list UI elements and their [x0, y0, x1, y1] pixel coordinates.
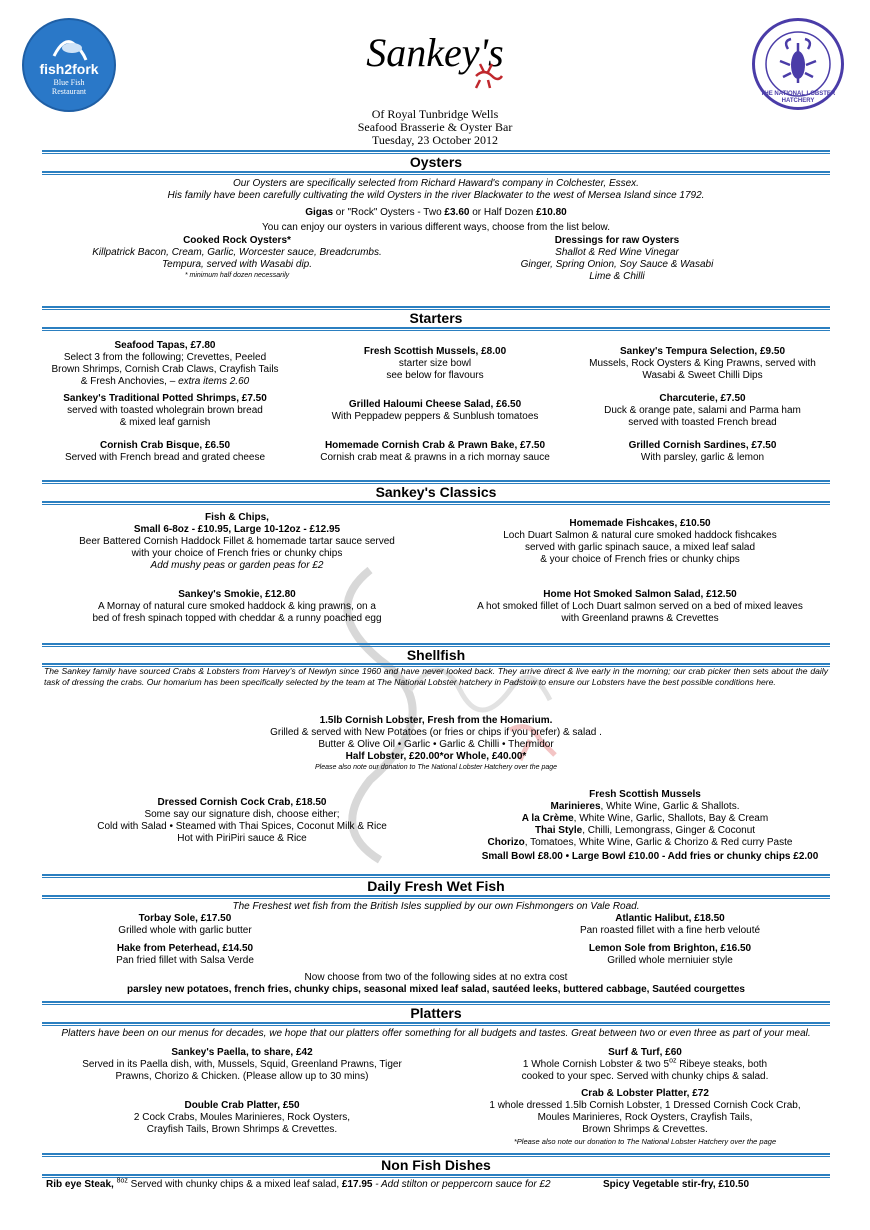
- mussels-starter-desc-2: see below for flavours: [386, 370, 484, 381]
- potted-desc-1: served with toasted wholegrain brown bread: [67, 405, 263, 416]
- gigas-label: Gigas: [305, 207, 334, 218]
- tapas-extra: extra items 2.60: [178, 376, 250, 387]
- smokie-desc-1: A Mornay of natural cure smoked haddock & king prawns, on a: [98, 601, 376, 612]
- starters-heading: Starters: [409, 310, 463, 326]
- haloumi-desc: With Peppadew peppers & Sunblush tomatoes: [331, 411, 539, 422]
- mussels-starter-desc-1: starter size bowl: [398, 358, 472, 369]
- lobster-desc-1: Grilled & served with New Potatoes (or fries or chips if you prefer) & salad .: [270, 727, 602, 738]
- tapas-desc-1: Select 3 from the following; Crevettes, Peeled: [63, 352, 267, 363]
- mussels-marinieres: [460, 801, 830, 813]
- fish-chips-desc-2: with your choice of French fries or chunky chips: [131, 548, 343, 559]
- paella-desc-1: Served in its Paella dish, with, Mussels, Squid, Greenland Prawns, Tiger: [82, 1059, 402, 1070]
- thai-desc: , Chilli, Lemongrass, Ginger & Coconut: [582, 825, 756, 836]
- wetfish-heading: Daily Fresh Wet Fish: [367, 878, 505, 894]
- header-date: Tuesday, 23 October 2012: [371, 133, 499, 147]
- double-crab-desc-2: Crayfish Tails, Brown Shrimps & Crevettes.: [146, 1124, 338, 1135]
- surf-turf-desc-2: cooked to your spec. Served with chunky chips & salad.: [521, 1071, 769, 1082]
- platters-intro: Platters have been on our menus for decades, we hope that our platters offer something for all budgets and tastes. Great between two or even three as part of your meal.: [61, 1028, 811, 1039]
- charcuterie-desc-2: served with toasted French bread: [628, 417, 777, 428]
- sardines-title: Grilled Cornish Sardines, £7.50: [628, 440, 777, 451]
- paella-desc-2: Prawns, Chorizo & Chicken. (Please allow up to 30 mins): [115, 1071, 369, 1082]
- raw-oysters-title: Dressings for raw Oysters: [554, 235, 680, 246]
- gigas-dozen-price: £10.80: [536, 207, 567, 218]
- mussels-starter-title: Fresh Scottish Mussels, £8.00: [363, 346, 507, 357]
- nonfish-bottom-rule: [42, 1174, 830, 1178]
- halibut-title: Atlantic Halibut, £18.50: [615, 913, 725, 924]
- haloumi-title: Grilled Haloumi Cheese Salad, £6.50: [348, 399, 522, 410]
- veg-stir-fry: Spicy Vegetable stir-fry, £10.50: [603, 1179, 750, 1190]
- fish2fork-logo: [22, 18, 116, 112]
- starters-bottom-rule: [42, 327, 830, 331]
- hatchery-text: THE NATIONAL LOBSTER HATCHERY: [760, 91, 836, 104]
- oysters-bottom-rule: [42, 171, 830, 175]
- oysters-intro-1: Our Oysters are specifically selected from Richard Haward's company in Colchester, Essex.: [233, 178, 639, 189]
- platters-heading: Platters: [410, 1005, 462, 1021]
- fish-chips-peas: Add mushy peas or garden peas for £2: [150, 560, 324, 571]
- oysters-gigas-price: [42, 207, 830, 219]
- lobster-desc-2: Butter & Olive Oil • Garlic • Garlic & Chilli • Thermidor: [318, 739, 554, 750]
- surf-turf-desc-1b: Ribeye steaks, both: [676, 1059, 768, 1070]
- steak-desc: Served with chunky chips & a mixed leaf salad,: [127, 1179, 342, 1190]
- smokie-title: Sankey's Smokie, £12.80: [178, 589, 296, 600]
- steak-price: £17.95: [341, 1179, 373, 1190]
- surf-turf-desc-1a: 1 Whole Cornish Lobster & two 5: [522, 1059, 670, 1070]
- raw-oysters-2: Ginger, Spring Onion, Soy Sauce & Wasabi: [520, 259, 714, 270]
- fishcakes-title: Homemade Fishcakes, £10.50: [569, 518, 711, 529]
- lobster-price: Half Lobster, £20.00*or Whole, £40.00*: [345, 751, 527, 762]
- bisque-title: Cornish Crab Bisque, £6.50: [99, 440, 231, 451]
- crab-lobster-desc-3: Brown Shrimps & Crevettes.: [582, 1124, 708, 1135]
- platters-bottom-rule: [42, 1022, 830, 1026]
- rib-eye-steak: [46, 1179, 606, 1191]
- header-location: Of Royal Tunbridge Wells: [371, 107, 499, 121]
- lobster-logo-icon: [470, 62, 504, 90]
- shellfish-intro: The Sankey family have sourced Crabs & Lobsters from Harvey's of Newlyn since 1960 and have never looked back. They arrive direct & live early in the morning; our crab picker then sets about the daily task of dressing the crabs. Our homarium has been specifically selected by the team at The National Lobster hatchery in Padstow to ensure our Lobsters have the best possible conditions here.: [44, 666, 828, 687]
- lobster-title: 1.5lb Cornish Lobster, Fresh from the Homarium.: [319, 715, 553, 726]
- nonfish-heading: Non Fish Dishes: [381, 1157, 491, 1173]
- charcuterie-desc-1: Duck & orange pate, salami and Parma ham: [604, 405, 801, 416]
- fish-chips-sizes: Small 6-8oz - £10.95, Large 10-12oz - £12.95: [133, 524, 341, 535]
- wetfish-bottom-rule: [42, 895, 830, 899]
- torbay-sole-desc: Grilled whole with garlic butter: [118, 925, 252, 936]
- cooked-oysters-2: Tempura, served with Wasabi dip.: [161, 259, 313, 270]
- cock-crab-desc-2: Cold with Salad • Steamed with Thai Spices, Coconut Milk & Rice: [97, 821, 387, 832]
- tempura-title: Sankey's Tempura Selection, £9.50: [619, 346, 786, 357]
- oysters-heading: Oysters: [409, 154, 463, 170]
- gigas-two-price: £3.60: [444, 207, 470, 218]
- lemon-sole-desc: Grilled whole merniuier style: [607, 955, 733, 966]
- marinieres-name: Marinieres: [550, 801, 601, 812]
- tempura-desc-2: Wasabi & Sweet Chilli Dips: [642, 370, 763, 381]
- sankeys-logo: Sankey's: [366, 30, 504, 75]
- mussels-thai: [460, 825, 830, 837]
- paella-title: Sankey's Paella, to share, £42: [171, 1047, 313, 1058]
- shellfish-heading: Shellfish: [406, 647, 466, 663]
- gigas-text-2: or Half Dozen: [469, 207, 537, 218]
- oysters-intro-2: His family have been carefully cultivating the wild Oysters in the river Blackwater to the west of Mersea Island since 1792.: [167, 190, 705, 201]
- hake-title: Hake from Peterhead, £14.50: [116, 943, 254, 954]
- tapas-desc-2: Brown Shrimps, Cornish Crab Claws, Crayfish Tails: [51, 364, 279, 375]
- mussels-chorizo: [440, 837, 840, 849]
- potted-title: Sankey's Traditional Potted Shrimps, £7.50: [63, 393, 267, 404]
- wetfish-intro: The Freshest wet fish from the British Isles supplied by our own Fishmongers on Vale Road.: [232, 901, 640, 912]
- mussels-main-title: Fresh Scottish Mussels: [589, 789, 701, 800]
- fishcakes-desc-2: served with garlic spinach sauce, a mixed leaf salad: [524, 542, 756, 553]
- classics-bottom-rule: [42, 501, 830, 505]
- fish-chips-desc-1: Beer Battered Cornish Haddock Fillet & homemade tartar sauce served: [79, 536, 395, 547]
- fishcakes-desc-1: Loch Duart Salmon & natural cure smoked haddock fishcakes: [503, 530, 777, 541]
- chorizo-name: Chorizo: [487, 837, 525, 848]
- cooked-oysters-1: Killpatrick Bacon, Cream, Garlic, Worcester sauce, Breadcrumbs.: [92, 247, 382, 258]
- crab-lobster-title: Crab & Lobster Platter, £72: [581, 1088, 709, 1099]
- steak-oz: 8oz: [116, 1177, 128, 1185]
- crab-lobster-desc-2: Moules Marinieres, Rock Oysters, Crayfish Tails,: [537, 1112, 753, 1123]
- oysters-choose: You can enjoy our oysters in various different ways, choose from the list below.: [262, 222, 610, 233]
- salmon-salad-title: Home Hot Smoked Salmon Salad, £12.50: [543, 589, 737, 600]
- cooked-oysters-title: Cooked Rock Oysters*: [183, 235, 291, 246]
- creme-name: A la Crème: [521, 813, 574, 824]
- potted-desc-2: & mixed leaf garnish: [119, 417, 211, 428]
- steak-add-sauce: - Add stilton or peppercorn sauce for £2: [372, 1179, 551, 1190]
- chorizo-desc: , Tomatoes, White Wine, Garlic & Chorizo & Red curry Paste: [524, 837, 793, 848]
- classics-heading: Sankey's Classics: [375, 484, 497, 500]
- tapas-title: Seafood Tapas, £7.80: [114, 340, 216, 351]
- surf-turf-title: Surf & Turf, £60: [608, 1047, 682, 1058]
- steak-name: Rib eye Steak,: [46, 1179, 117, 1190]
- fish2fork-brand: fish2fork: [39, 61, 99, 77]
- bisque-desc: Served with French bread and grated cheese: [64, 452, 266, 463]
- fish-chips-title: Fish & Chips,: [205, 512, 269, 523]
- sides-intro: Now choose from two of the following sides at no extra cost: [304, 972, 568, 983]
- smokie-desc-2: bed of fresh spinach topped with cheddar & a runny poached egg: [92, 613, 382, 624]
- cooked-oysters-note: * minimum half dozen necessarily: [184, 272, 290, 279]
- mussels-price: Small Bowl £8.00 • Large Bowl £10.00 - Add fries or chunky chips £2.00: [481, 851, 819, 862]
- fish2fork-sub: Blue Fish Restaurant: [51, 78, 87, 96]
- mussels-creme: [460, 813, 830, 825]
- lobster-hatchery-logo: [752, 18, 844, 110]
- double-crab-title: Double Crab Platter, £50: [184, 1100, 300, 1111]
- fishcakes-desc-3: & your choice of French fries or chunky chips: [540, 554, 740, 565]
- cock-crab-desc-1: Some say our signature dish, choose either;: [144, 809, 340, 820]
- raw-oysters-3: Lime & Chilli: [589, 271, 645, 282]
- double-crab-desc-1: 2 Cock Crabs, Moules Marinieres, Rock Oysters,: [133, 1112, 351, 1123]
- surf-turf-oz: oz: [669, 1057, 677, 1065]
- crab-lobster-note: *Please also note our donation to The National Lobster Hatchery over the page: [513, 1137, 777, 1146]
- gigas-text: or "Rock" Oysters - Two: [333, 207, 445, 218]
- header-tagline: Seafood Brasserie & Oyster Bar: [357, 120, 513, 134]
- salmon-salad-desc-2: with Greenland prawns & Crevettes: [561, 613, 719, 624]
- lemon-sole-title: Lemon Sole from Brighton, £16.50: [588, 943, 752, 954]
- sides-list: parsley new potatoes, french fries, chunky chips, seasonal mixed leaf salad, sautéed leeks, buttered cabbage, Sautéed courgettes: [127, 984, 745, 995]
- cock-crab-title: Dressed Cornish Cock Crab, £18.50: [157, 797, 327, 808]
- salmon-salad-desc-1: A hot smoked fillet of Loch Duart salmon served on a bed of mixed leaves: [477, 601, 803, 612]
- charcuterie-title: Charcuterie, £7.50: [659, 393, 746, 404]
- thai-name: Thai Style: [534, 825, 583, 836]
- sardines-desc: With parsley, garlic & lemon: [640, 452, 765, 463]
- tapas-desc-3a: & Fresh Anchovies, –: [80, 376, 179, 387]
- hake-desc: Pan fried fillet with Salsa Verde: [116, 955, 254, 966]
- bake-desc: Cornish crab meat & prawns in a rich mornay sauce: [320, 452, 550, 463]
- marinieres-desc: , White Wine, Garlic & Shallots.: [600, 801, 740, 812]
- bake-title: Homemade Cornish Crab & Prawn Bake, £7.50: [324, 440, 546, 451]
- tempura-desc-1: Mussels, Rock Oysters & King Prawns, served with: [589, 358, 816, 369]
- surf-turf-desc-1: [460, 1059, 830, 1071]
- torbay-sole-title: Torbay Sole, £17.50: [138, 913, 232, 924]
- raw-oysters-1: Shallot & Red Wine Vinegar: [555, 247, 679, 258]
- crab-lobster-desc-1: 1 whole dressed 1.5lb Cornish Lobster, 1 Dressed Cornish Cock Crab,: [489, 1100, 801, 1111]
- creme-desc: , White Wine, Garlic, Shallots, Bay & Cream: [573, 813, 769, 824]
- lobster-note: Please also note our donation to The National Lobster Hatchery over the page: [314, 764, 558, 771]
- cock-crab-desc-3: Hot with PiriPiri sauce & Rice: [177, 833, 307, 844]
- fish-icon: [24, 26, 114, 66]
- halibut-desc: Pan roasted fillet with a fine herb velouté: [579, 925, 761, 936]
- tapas-desc-3: [40, 376, 290, 388]
